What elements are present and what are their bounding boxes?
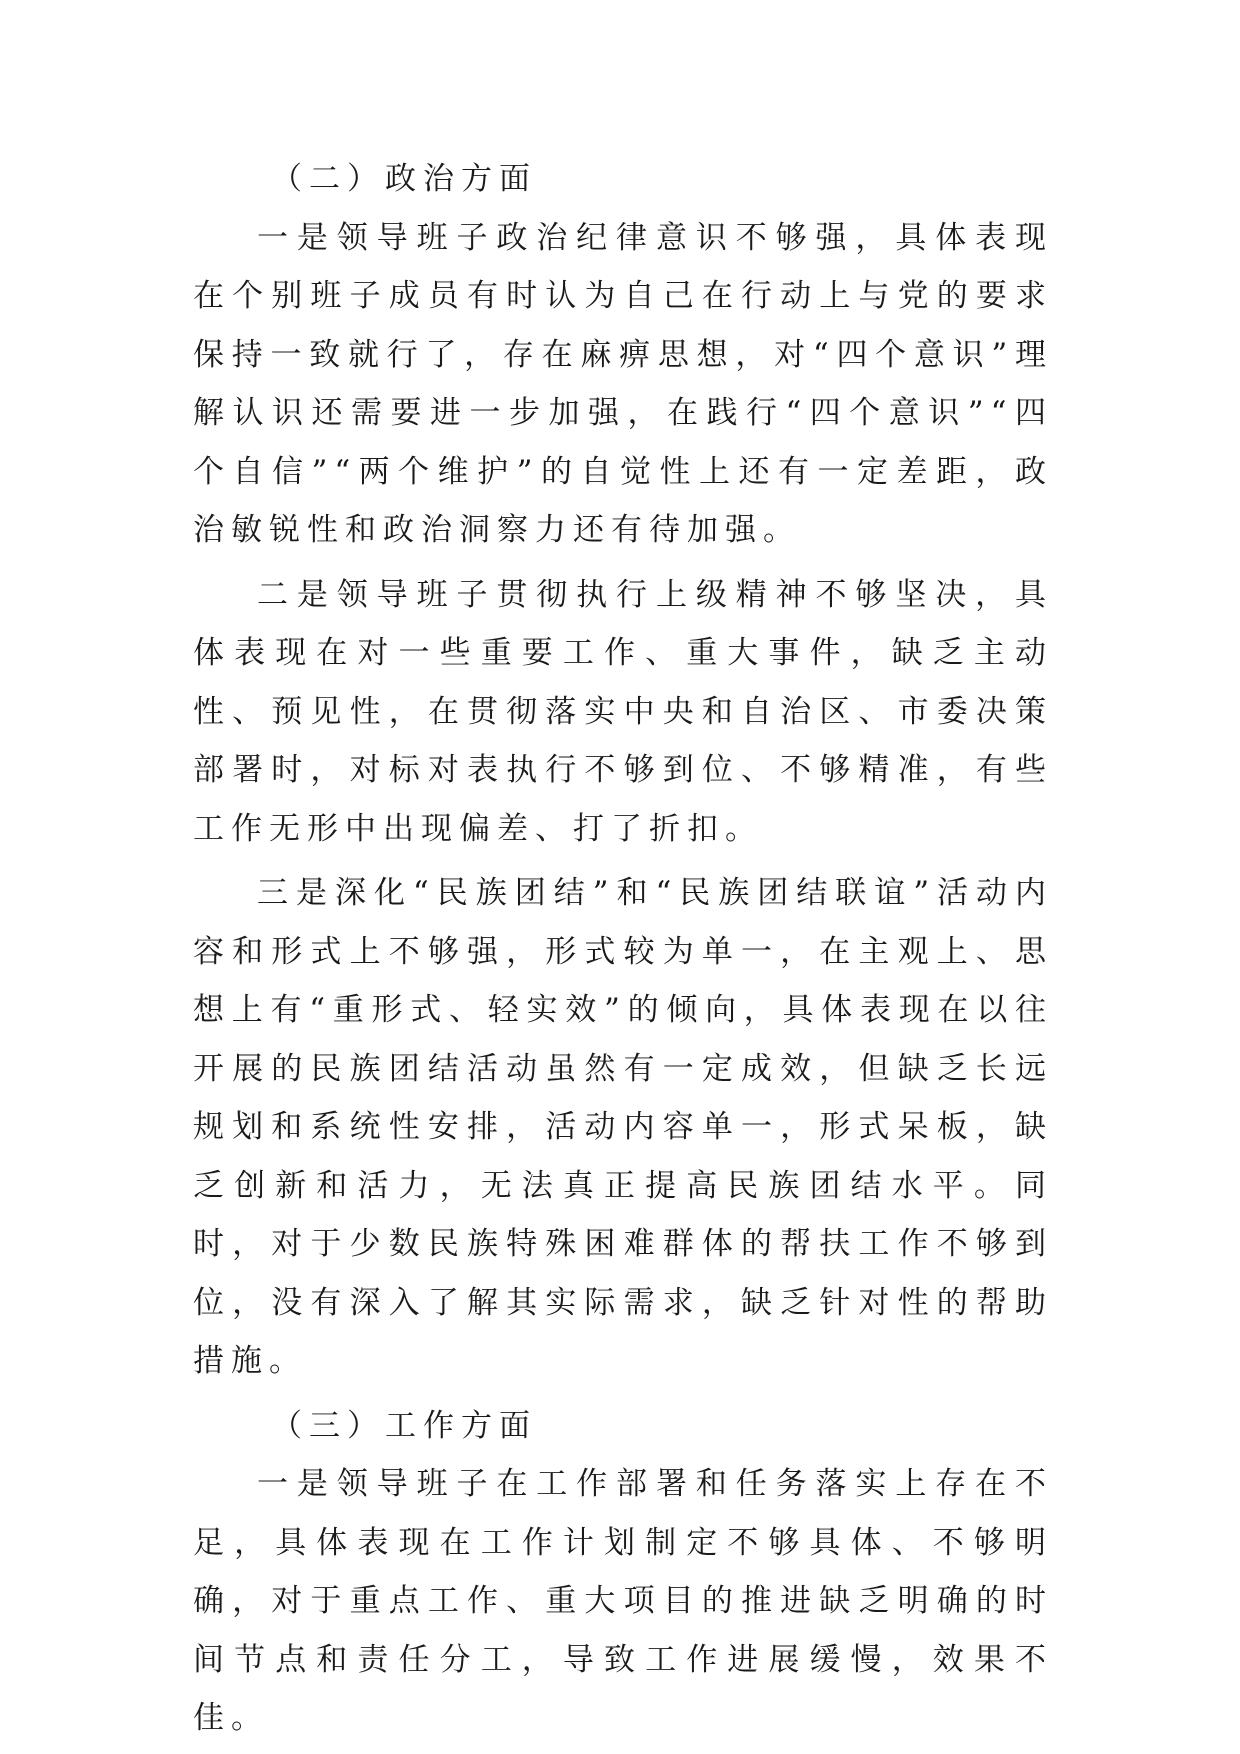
paragraph-political-3: 三是深化“民族团结”和“民族团结联谊”活动内容和形式上不够强，形式较为单一，在主观上、思想上有“重形式、轻实效”的倾向，具体表现在以往开展的民族团结活动虽然有一定成效，但缺乏长远规划和系统性安排，活动内容单一，形式呆板，缺乏创新和活力，无法真正提高民族团结水平。同时，对于少数民族特殊困难群体的帮扶工作不够到位，没有深入了解其实际需求，缺乏针对性的帮助措施。 (193, 875, 1053, 1379)
paragraph-political-1: 一是领导班子政治纪律意识不够强，具体表现在个别班子成员有时认为自己在行动上与党的要求保持一致就行了，存在麻痹思想，对“四个意识”理解认识还需要进一步加强，在践行“四个意识”“四个自信”“两个维护”的自觉性上还有一定差距，政治敏锐性和政治洞察力还有待加强。 (193, 219, 1053, 548)
paragraph-work-1: 一是领导班子在工作部署和任务落实上存在不足，具体表现在工作计划制定不够具体、不够明确，对于重点工作、重大项目的推进缺乏明确的时间节点和责任分工，导致工作进展缓慢，效果不佳。 (193, 1466, 1053, 1736)
section-heading-work: （三）工作方面 (271, 1407, 537, 1444)
section-heading-political: （二）政治方面 (271, 161, 537, 197)
document-body (193, 150, 1053, 1754)
paragraph-political-2: 二是领导班子贯彻执行上级精神不够坚决，具体表现在对一些重要工作、重大事件，缺乏主动性、预见性，在贯彻落实中央和自治区、市委决策部署时，对标对表执行不够到位、不够精准，有些工作无形中出现偏差、打了折扣。 (193, 576, 1053, 847)
